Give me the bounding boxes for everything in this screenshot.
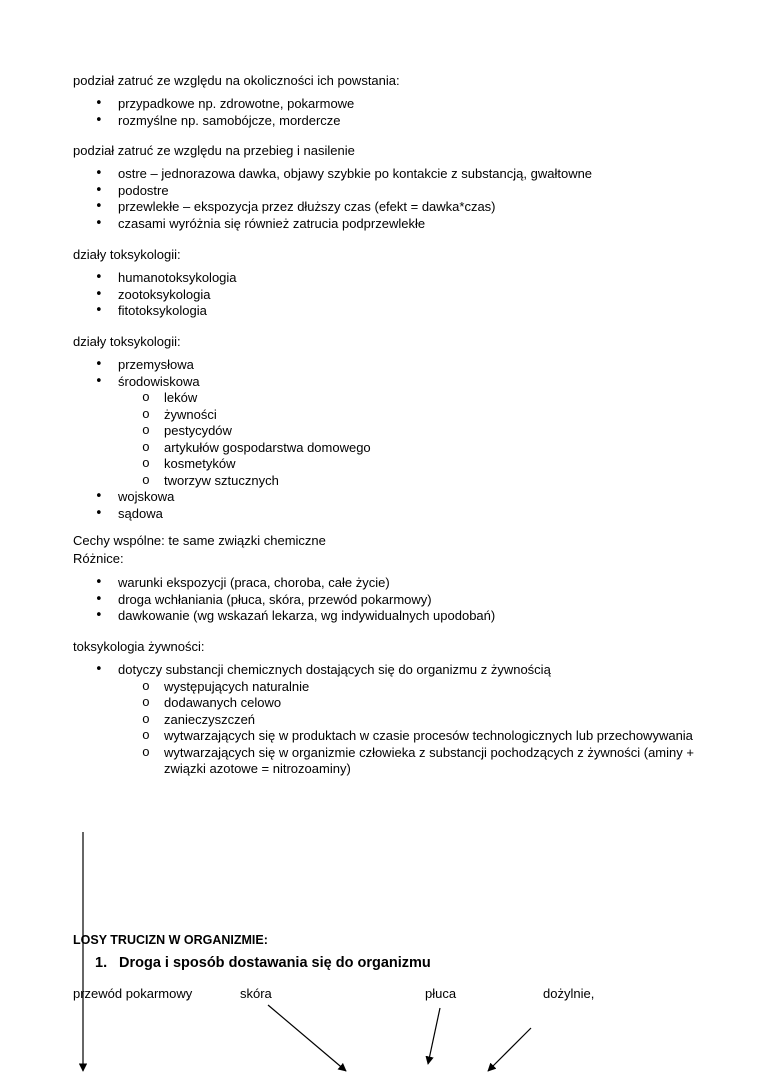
sublist-item: o tworzyw sztucznych: [118, 473, 371, 490]
sublist-item: o kosmetyków: [118, 456, 371, 473]
route-heading-number: 1.: [95, 955, 108, 971]
route-skin: skóra: [240, 986, 272, 1001]
list-item: • sądowa: [0, 506, 371, 523]
list-item: • przewlekłe – ekspozycja przez dłuższy czas (efekt = dawka*czas): [0, 199, 592, 216]
list-item: • droga wchłaniania (płuca, skóra, przewód pokarmowy): [0, 592, 495, 609]
list-item: • warunki ekspozycji (praca, choroba, całe życie): [0, 575, 495, 592]
list-item: • ostre – jednorazowa dawka, objawy szybkie po kontakcie z substancją, gwałtowne: [0, 166, 592, 183]
list-item: • dawkowanie (wg wskazań lekarza, wg indywidualnych upodobań): [0, 608, 495, 625]
arrow-skin: [268, 1005, 346, 1071]
arrow-lungs: [428, 1008, 440, 1064]
sublist-item: o pestycydów: [118, 423, 371, 440]
section-heading-course: podział zatruć ze względu na przebieg i nasilenie: [73, 143, 355, 158]
section-heading-branches-1: działy toksykologii:: [73, 247, 181, 262]
sublist-item: o wytwarzających się w organizmie człowieka z substancji pochodzących z żywności (aminy + związki azotowe = nitrozoaminy): [118, 745, 724, 778]
sublist-item: o dodawanych celowo: [118, 695, 724, 712]
list-item-label: środowiskowa: [118, 373, 200, 389]
list-item: • podostre: [0, 183, 592, 200]
list-item: • rozmyślne np. samobójcze, mordercze: [0, 113, 354, 130]
list-item-label: dotyczy substancji chemicznych dostających się do organizmu z żywnością: [118, 662, 551, 677]
section-heading-branches-2: działy toksykologii:: [73, 334, 181, 349]
toxin-fate-heading: LOSY TRUCIZN W ORGANIZMIE:: [73, 933, 268, 947]
differences-heading: Różnice:: [73, 551, 124, 566]
sublist-item: o występujących naturalnie: [118, 679, 724, 696]
list-item: • humanotoksykologia: [0, 270, 237, 287]
sublist-item: o wytwarzających się w produktach w czasie procesów technologicznych lub przechowywania: [118, 728, 724, 745]
list-item: • przypadkowe np. zdrowotne, pokarmowe: [0, 96, 354, 113]
sublist-item: o zanieczyszczeń: [118, 712, 724, 729]
route-digestive-tract: przewód pokarmowy: [73, 986, 193, 1001]
sublist-item: o żywności: [118, 407, 371, 424]
sublist-item: o leków: [118, 390, 371, 407]
route-lungs: płuca: [425, 986, 457, 1001]
section-heading-circumstances: podział zatruć ze względu na okoliczności ich powstania:: [73, 73, 400, 88]
list-item: • wojskowa: [0, 489, 371, 506]
section-heading-food-toxicology: toksykologia żywności:: [73, 639, 205, 654]
list-item: • czasami wyróżnia się również zatrucia podprzewlekłe: [0, 216, 592, 233]
list-item: • zootoksykologia: [0, 287, 237, 304]
arrow-intravenous: [488, 1028, 531, 1071]
route-intravenous: dożylnie,: [543, 986, 595, 1001]
route-heading-text: Droga i sposób dostawania się do organizmu: [119, 955, 431, 971]
sublist-item: o artykułów gospodarstwa domowego: [118, 440, 371, 457]
list-item: • przemysłowa: [0, 357, 371, 374]
list-item: • fitotoksykologia: [0, 303, 237, 320]
route-heading: [95, 955, 431, 972]
common-features-line: Cechy wspólne: te same związki chemiczne: [73, 533, 326, 548]
